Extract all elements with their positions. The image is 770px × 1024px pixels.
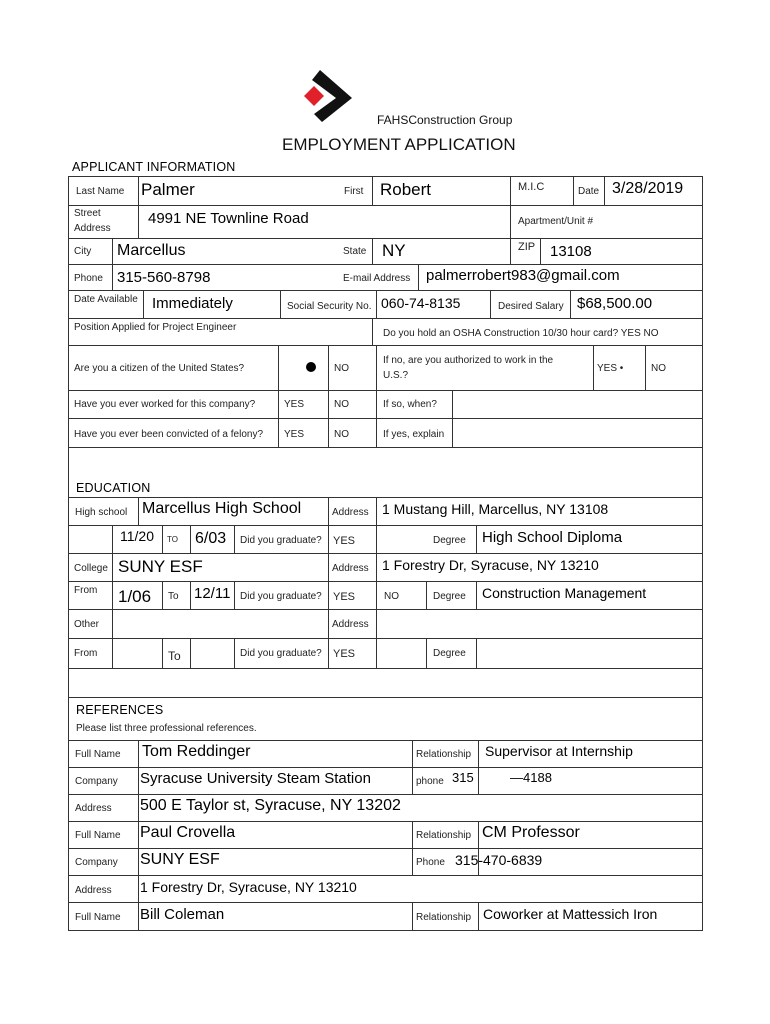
ref1-full-name-label: Full Name (75, 749, 121, 760)
desired-salary-field[interactable]: $68,500.00 (577, 295, 653, 312)
ref1-full-name-field[interactable]: Tom Reddinger (142, 743, 251, 760)
zip-label: ZIP (518, 241, 536, 253)
college-from-label: From (74, 585, 98, 596)
ref2-company-field[interactable]: SUNY ESF (140, 851, 220, 868)
worked-here-yes[interactable]: YES (284, 399, 305, 410)
other-graduate-field[interactable]: YES (333, 648, 356, 660)
high-school-label: High school (75, 507, 128, 518)
city-field[interactable]: Marcellus (117, 242, 186, 259)
other-from-label: From (74, 648, 98, 659)
college-label: College (74, 563, 108, 574)
ref3-relationship-field[interactable]: Coworker at Mattessich Iron (483, 906, 658, 922)
hs-from-field[interactable]: 11/20 (120, 528, 154, 544)
ref1-phone-label: phone (416, 776, 444, 787)
college-to-label: To (168, 591, 179, 602)
logo-red-diamond (304, 86, 324, 106)
other-degree-label: Degree (433, 648, 466, 659)
college-field[interactable]: SUNY ESF (118, 557, 203, 576)
citizen-question: Are you a citizen of the United States? (74, 363, 245, 374)
college-to-field[interactable]: 12/11 (194, 585, 231, 602)
middle-initial-label: M.I.C (518, 181, 545, 193)
ref2-address-label: Address (75, 885, 112, 896)
authorized-no-option[interactable]: NO (651, 363, 666, 374)
ref2-company-label: Company (75, 857, 118, 868)
date-available-field[interactable]: Immediately (152, 295, 233, 312)
apartment-unit-label: Apartment/Unit # (518, 216, 594, 227)
other-address-label: Address (332, 619, 369, 630)
authorized-yes-option[interactable]: YES • (597, 363, 624, 374)
date-available-label: Date Available (74, 294, 138, 305)
section-references: REFERENCES (76, 703, 164, 717)
section-applicant-information: APPLICANT INFORMATION (72, 160, 236, 174)
company-logo (300, 68, 354, 124)
citizen-no-option[interactable]: NO (334, 363, 349, 374)
felony-yes[interactable]: YES (284, 429, 305, 440)
company-name: FAHSConstruction Group (377, 113, 513, 127)
email-label: E-mail Address (343, 273, 411, 284)
city-label: City (74, 246, 92, 257)
ref2-relationship-field[interactable]: CM Professor (482, 824, 580, 841)
ref1-relationship-field[interactable]: Supervisor at Internship (485, 743, 633, 759)
date-field[interactable]: 3/28/2019 (612, 180, 684, 197)
ref1-phone-line-field[interactable]: —4188 (510, 770, 552, 785)
section-education: EDUCATION (76, 481, 151, 495)
hs-address-label: Address (332, 507, 369, 518)
date-label: Date (578, 186, 600, 197)
ref2-phone-label: Phone (416, 857, 445, 868)
hs-to-field[interactable]: 6/03 (195, 530, 227, 547)
authorized-question-line2: U.S.? (383, 370, 409, 381)
first-name-label: First (344, 186, 364, 197)
hs-to-label: TO (167, 535, 178, 544)
college-no-option[interactable]: NO (384, 591, 399, 602)
college-degree-field[interactable]: Construction Management (482, 585, 647, 601)
ref2-phone-field[interactable]: 315-470-6839 (455, 852, 543, 868)
ref1-relationship-label: Relationship (416, 749, 472, 760)
hs-degree-field[interactable]: High School Diploma (482, 529, 623, 546)
other-graduate-label: Did you graduate? (240, 648, 322, 659)
zip-field[interactable]: 13108 (550, 243, 592, 260)
college-address-label: Address (332, 563, 369, 574)
ref2-full-name-field[interactable]: Paul Crovella (140, 824, 236, 841)
ref3-full-name-label: Full Name (75, 912, 121, 923)
hs-address-field[interactable]: 1 Mustang Hill, Marcellus, NY 13108 (382, 501, 609, 517)
last-name-label: Last Name (76, 186, 125, 197)
street-address-field[interactable]: 4991 NE Townline Road (148, 210, 309, 227)
citizen-yes-selected-dot[interactable] (306, 362, 316, 372)
worked-here-question: Have you ever worked for this company? (74, 399, 256, 410)
high-school-field[interactable]: Marcellus High School (142, 500, 302, 517)
form-title: EMPLOYMENT APPLICATION (282, 135, 516, 154)
ref1-company-label: Company (75, 776, 118, 787)
other-school-label: Other (74, 619, 100, 630)
ref2-address-field[interactable]: 1 Forestry Dr, Syracuse, NY 13210 (140, 879, 357, 895)
street-label-line2: Address (74, 223, 111, 234)
ref3-full-name-field[interactable]: Bill Coleman (140, 906, 225, 923)
position-applied-label: Position Applied for Project Engineer (74, 322, 237, 333)
email-field[interactable]: palmerrobert983@gmail.com (426, 267, 620, 284)
hs-graduate-label: Did you graduate? (240, 535, 322, 546)
college-address-field[interactable]: 1 Forestry Dr, Syracuse, NY 13210 (382, 557, 599, 573)
ref2-relationship-label: Relationship (416, 830, 472, 841)
felony-question: Have you ever been convicted of a felony? (74, 429, 264, 440)
ref1-address-label: Address (75, 803, 112, 814)
ref1-phone-area-field[interactable]: 315 (452, 770, 474, 785)
college-graduate-label: Did you graduate? (240, 591, 322, 602)
worked-here-no[interactable]: NO (334, 399, 349, 410)
college-from-field[interactable]: 1/06 (118, 587, 152, 606)
ref1-address-field[interactable]: 500 E Taylor st, Syracuse, NY 13202 (140, 797, 401, 814)
authorized-question-line1: If no, are you authorized to work in the (383, 355, 554, 366)
street-label-line1: Street (74, 208, 101, 219)
worked-when-label: If so, when? (383, 399, 437, 410)
college-degree-label: Degree (433, 591, 466, 602)
felony-explain-label: If yes, explain (383, 429, 445, 440)
hs-degree-label: Degree (433, 535, 466, 546)
first-name-field[interactable]: Robert (380, 180, 432, 199)
ref3-relationship-label: Relationship (416, 912, 472, 923)
state-field[interactable]: NY (382, 241, 406, 260)
hs-graduate-field[interactable]: YES (333, 535, 356, 547)
state-label: State (343, 246, 367, 257)
references-instructions: Please list three professional references. (76, 723, 257, 734)
ref1-company-field[interactable]: Syracuse University Steam Station (140, 770, 371, 787)
ref2-full-name-label: Full Name (75, 830, 121, 841)
phone-label: Phone (74, 273, 103, 284)
last-name-field[interactable]: Palmer (141, 180, 195, 199)
phone-field[interactable]: 315-560-8798 (117, 269, 211, 286)
ssn-field[interactable]: 060-74-8135 (381, 295, 461, 311)
desired-salary-label: Desired Salary (498, 301, 564, 312)
other-to-label: To (168, 649, 181, 663)
college-graduate-field[interactable]: YES (333, 591, 356, 603)
felony-no[interactable]: NO (334, 429, 349, 440)
ssn-label: Social Security No. (287, 301, 372, 312)
osha-card-question: Do you hold an OSHA Construction 10/30 hour card? YES NO (383, 328, 659, 339)
